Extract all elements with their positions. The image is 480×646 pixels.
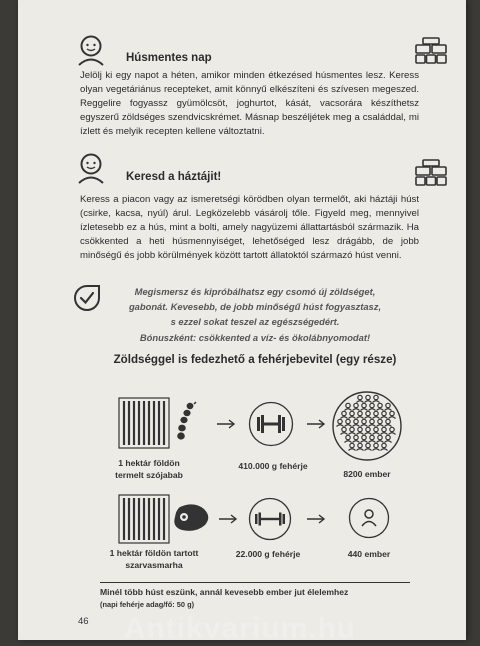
caption-line: 1 hektár földön tartott [109,548,199,558]
soybean-pod-icon [175,402,197,442]
section1-body: Jelölj ki egy napot a héten, amikor minden étkezésed húsmentes lesz. Keress olyan vegetáriánus recepteket, amit könnyű elkészíteni és szívesen megeszed. Reggelire fogyassz gyümölcsöt, joghurtot, kását, vacsorára készíthetsz egyszerű zöldséges szendvicskrémet. Másnap beszéljétek meg a családdal, mi ízlett és melyik recepten kellene változtatni. [80,70,419,138]
field-icon [118,494,170,544]
note-text: Minél több húst eszünk, annál kevesebb ember jut élelemhez [100,587,349,597]
arrow-right-icon [306,419,326,429]
divider-line [100,582,410,583]
row2-protein-caption: 22.000 g fehérje [235,549,301,559]
infographic-title: Zöldséggel is fedezhető a fehérjebevitel (egy része) [113,353,397,366]
crowd-icon [332,391,402,461]
caption-line: 1 hektár földön [118,458,180,468]
row1-people-caption: 8200 ember [343,469,391,479]
dumbbell-icon [248,401,294,447]
infographic-note [100,587,410,610]
tip-line: Megismersz és kipróbálhatsz egy csomó új zöldséget, [134,286,376,297]
person-icon [76,152,106,184]
arrow-right-icon [216,419,236,429]
stacked-cups-icon [414,158,448,186]
single-person-icon [348,497,390,539]
arrow-right-icon [218,514,238,524]
stacked-cups-icon [414,36,448,64]
watermark: Antikvarium.hu [123,612,357,645]
section1-title: Húsmentes nap [126,52,212,64]
row2-people-caption: 440 ember [347,549,391,559]
row1-land-caption [104,457,194,481]
field-icon [118,397,170,449]
note-subtext: (napi fehérje adag/fő: 50 g) [100,599,195,609]
tip-line: s ezzel sokat teszel az egészségedért. [170,316,340,328]
arrow-right-icon [306,514,326,524]
tip-line: gabonát. Kevesebb, de jobb minőségű húst fogyasztasz, [128,301,382,313]
page-number: 46 [78,616,89,627]
caption-line: szarvasmarha [125,560,183,570]
tip-box [96,284,414,345]
person-icon [76,34,106,66]
section2-body: Keress a piacon vagy az ismeretségi körödben olyan termelőt, aki háztáji húst (csirke, kacsa, nyúl) árul. Legközelebb vásárolj tőle. Figyeld meg, mennyivel ízletesebb ez a hús, mint a bolti, amely nagyüzemi állattartásból származik. Ha csökkented a heti húsmennyiséget, lehetőséged lesz drágább, de jobb minőségű és jobb körülmények között tartott állatoktól származó húst venni. [80,194,419,262]
row1-protein-caption: 410.000 g fehérje [238,461,308,471]
dumbbell-icon [248,497,292,541]
steak-icon [172,503,212,533]
caption-line: termelt szójabab [115,470,183,480]
section2-title: Keresd a háztájit! [126,171,222,183]
row2-land-caption [100,547,208,571]
tip-line: Bónuszként: csökkented a víz- és ökolábnyomodat! [139,331,371,343]
